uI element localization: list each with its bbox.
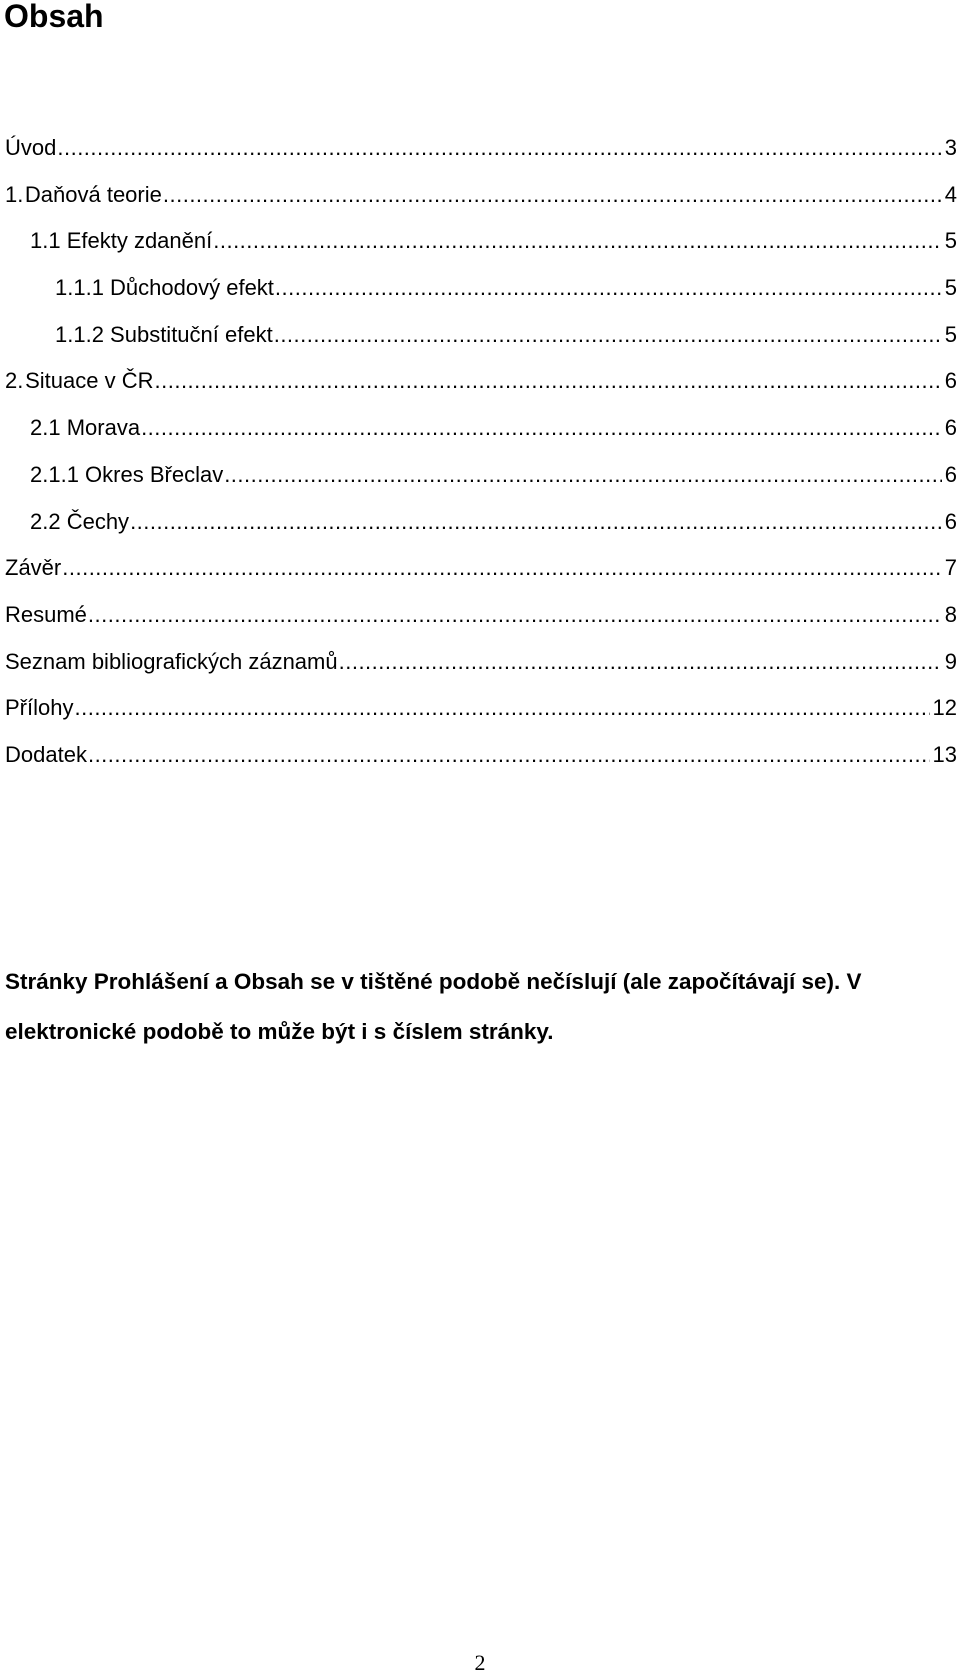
toc-leader-dots <box>339 649 942 675</box>
toc-entry-dodatek[interactable] <box>5 742 957 789</box>
toc-entry-title: Situace v ČR <box>25 368 154 394</box>
toc-entry-title: 1.1 Efekty zdanění <box>30 228 213 254</box>
toc-entry-page: 6 <box>944 415 957 441</box>
toc-leader-dots <box>141 415 942 441</box>
table-of-contents <box>5 135 957 789</box>
toc-leader-dots <box>274 322 942 348</box>
toc-entry-title: 2.1 Morava <box>30 415 141 441</box>
toc-entry-title: Seznam bibliografických záznamů <box>5 648 338 674</box>
toc-entry-morava[interactable] <box>5 415 957 462</box>
page-number: 2 <box>474 1650 486 1675</box>
toc-leader-dots <box>163 182 942 208</box>
toc-entry-page: 13 <box>932 741 957 767</box>
toc-entry-efekty-zdaneni[interactable] <box>5 228 957 275</box>
pagination-note: Stránky Prohlášení a Obsah se v tištěné podobě nečíslují (ale započítávají se). V elektronické podobě to může být i s číslem stránky. <box>5 968 862 1044</box>
toc-entry-prilohy[interactable] <box>5 695 957 742</box>
toc-leader-dots <box>62 555 942 581</box>
toc-entry-duchodovy-efekt[interactable] <box>5 275 957 322</box>
toc-entry-resume[interactable] <box>5 602 957 649</box>
toc-entry-title: Přílohy <box>5 695 74 721</box>
toc-entry-title: 2.1.1 Okres Břeclav <box>30 461 224 487</box>
toc-entry-page: 12 <box>932 695 957 721</box>
toc-leader-dots <box>213 228 942 254</box>
toc-entry-page: 3 <box>944 135 957 160</box>
toc-entry-cechy[interactable] <box>5 509 957 556</box>
toc-entry-seznam-bibliografickych-zaznamu[interactable] <box>5 649 957 696</box>
toc-entry-okres-breclav[interactable] <box>5 462 957 509</box>
toc-entry-page: 5 <box>944 228 957 254</box>
toc-leader-dots <box>224 462 942 488</box>
toc-entry-situace-v-cr[interactable] <box>5 368 957 415</box>
toc-entry-page: 8 <box>944 601 957 627</box>
toc-entry-zaver[interactable] <box>5 555 957 602</box>
toc-leader-dots <box>155 368 942 394</box>
toc-leader-dots <box>74 695 929 721</box>
toc-leader-dots <box>275 275 942 301</box>
toc-entry-number: 1. <box>5 181 24 207</box>
toc-entry-title: 1.1.1 Důchodový efekt <box>55 275 274 301</box>
page-heading: Obsah <box>4 0 104 34</box>
toc-leader-dots <box>130 509 942 535</box>
toc-entry-page: 6 <box>944 368 957 394</box>
toc-entry-uvod[interactable] <box>5 135 957 182</box>
toc-entry-page: 4 <box>944 181 957 207</box>
toc-leader-dots <box>57 135 941 161</box>
toc-entry-substitucni-efekt[interactable] <box>5 322 957 369</box>
toc-entry-title: Daňová teorie <box>24 181 162 207</box>
toc-entry-page: 7 <box>944 555 957 581</box>
toc-entry-danova-teorie[interactable] <box>5 182 957 229</box>
toc-entry-title: 2.2 Čechy <box>30 508 130 534</box>
toc-leader-dots <box>88 742 930 768</box>
toc-entry-page: 6 <box>944 508 957 534</box>
toc-entry-title: Resumé <box>5 601 87 627</box>
toc-leader-dots <box>88 602 942 628</box>
toc-entry-title: Úvod <box>5 135 57 160</box>
toc-entry-page: 5 <box>944 275 957 301</box>
toc-entry-title: Závěr <box>5 555 62 581</box>
toc-entry-page: 6 <box>944 461 957 487</box>
toc-entry-page: 9 <box>944 648 957 674</box>
toc-entry-number: 2. <box>5 368 24 394</box>
toc-entry-title: Dodatek <box>5 741 87 767</box>
toc-entry-page: 5 <box>944 321 957 347</box>
toc-entry-title: 1.1.2 Substituční efekt <box>55 321 273 347</box>
